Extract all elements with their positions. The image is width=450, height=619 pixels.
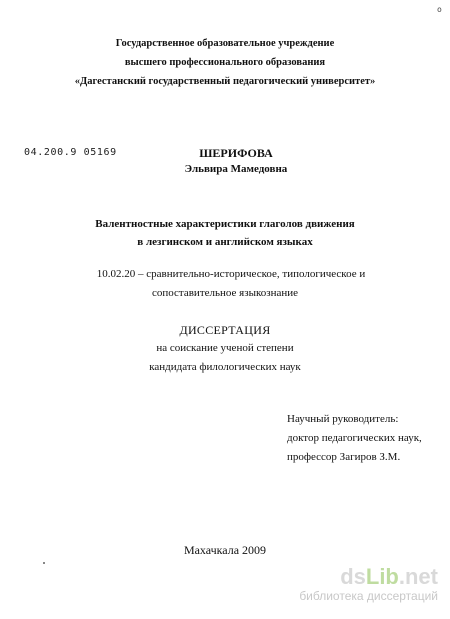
advisor-name: профессор Загиров З.М.	[287, 451, 401, 463]
specialty-line-1: 10.02.20 – сравнительно-историческое, типологическое и	[96, 268, 366, 280]
thesis-title-line-1: Валентностные характеристики глаголов движения	[95, 218, 355, 230]
scan-speck	[43, 562, 45, 564]
watermark-caption: библиотека диссертаций	[299, 589, 438, 603]
advisor-label: Научный руководитель:	[287, 413, 399, 425]
institution-line-2: высшего профессионального образования	[124, 57, 326, 68]
dissertation-label: ДИССЕРТАЦИЯ	[179, 323, 271, 337]
degree-line-1: на соискание ученой степени	[156, 342, 294, 354]
institution-line-3: «Дагестанский государственный педагогический университет»	[74, 76, 376, 87]
watermark-brand-ds: ds	[340, 564, 366, 589]
site-watermark	[299, 565, 438, 603]
institution-line-1: Государственное образовательное учреждение	[115, 38, 335, 49]
degree-line-2: кандидата филологических наук	[149, 361, 301, 373]
author-surname: ШЕРИФОВА	[199, 146, 273, 160]
watermark-brand-lib: Lib	[365, 564, 399, 589]
library-stamp-code: 04.200.9 05169	[24, 147, 117, 158]
place-and-year: Махачкала 2009	[183, 543, 267, 557]
author-given-names: Эльвира Мамедовна	[184, 163, 288, 175]
watermark-brand-net: .net	[398, 564, 438, 589]
advisor-degree: доктор педагогических наук,	[287, 432, 422, 444]
thesis-title-line-2: в лезгинском и английском языках	[137, 236, 313, 248]
specialty-line-2: сопоставительное языкознание	[151, 287, 299, 299]
corner-mark: o	[437, 5, 442, 14]
watermark-logo	[299, 565, 438, 589]
